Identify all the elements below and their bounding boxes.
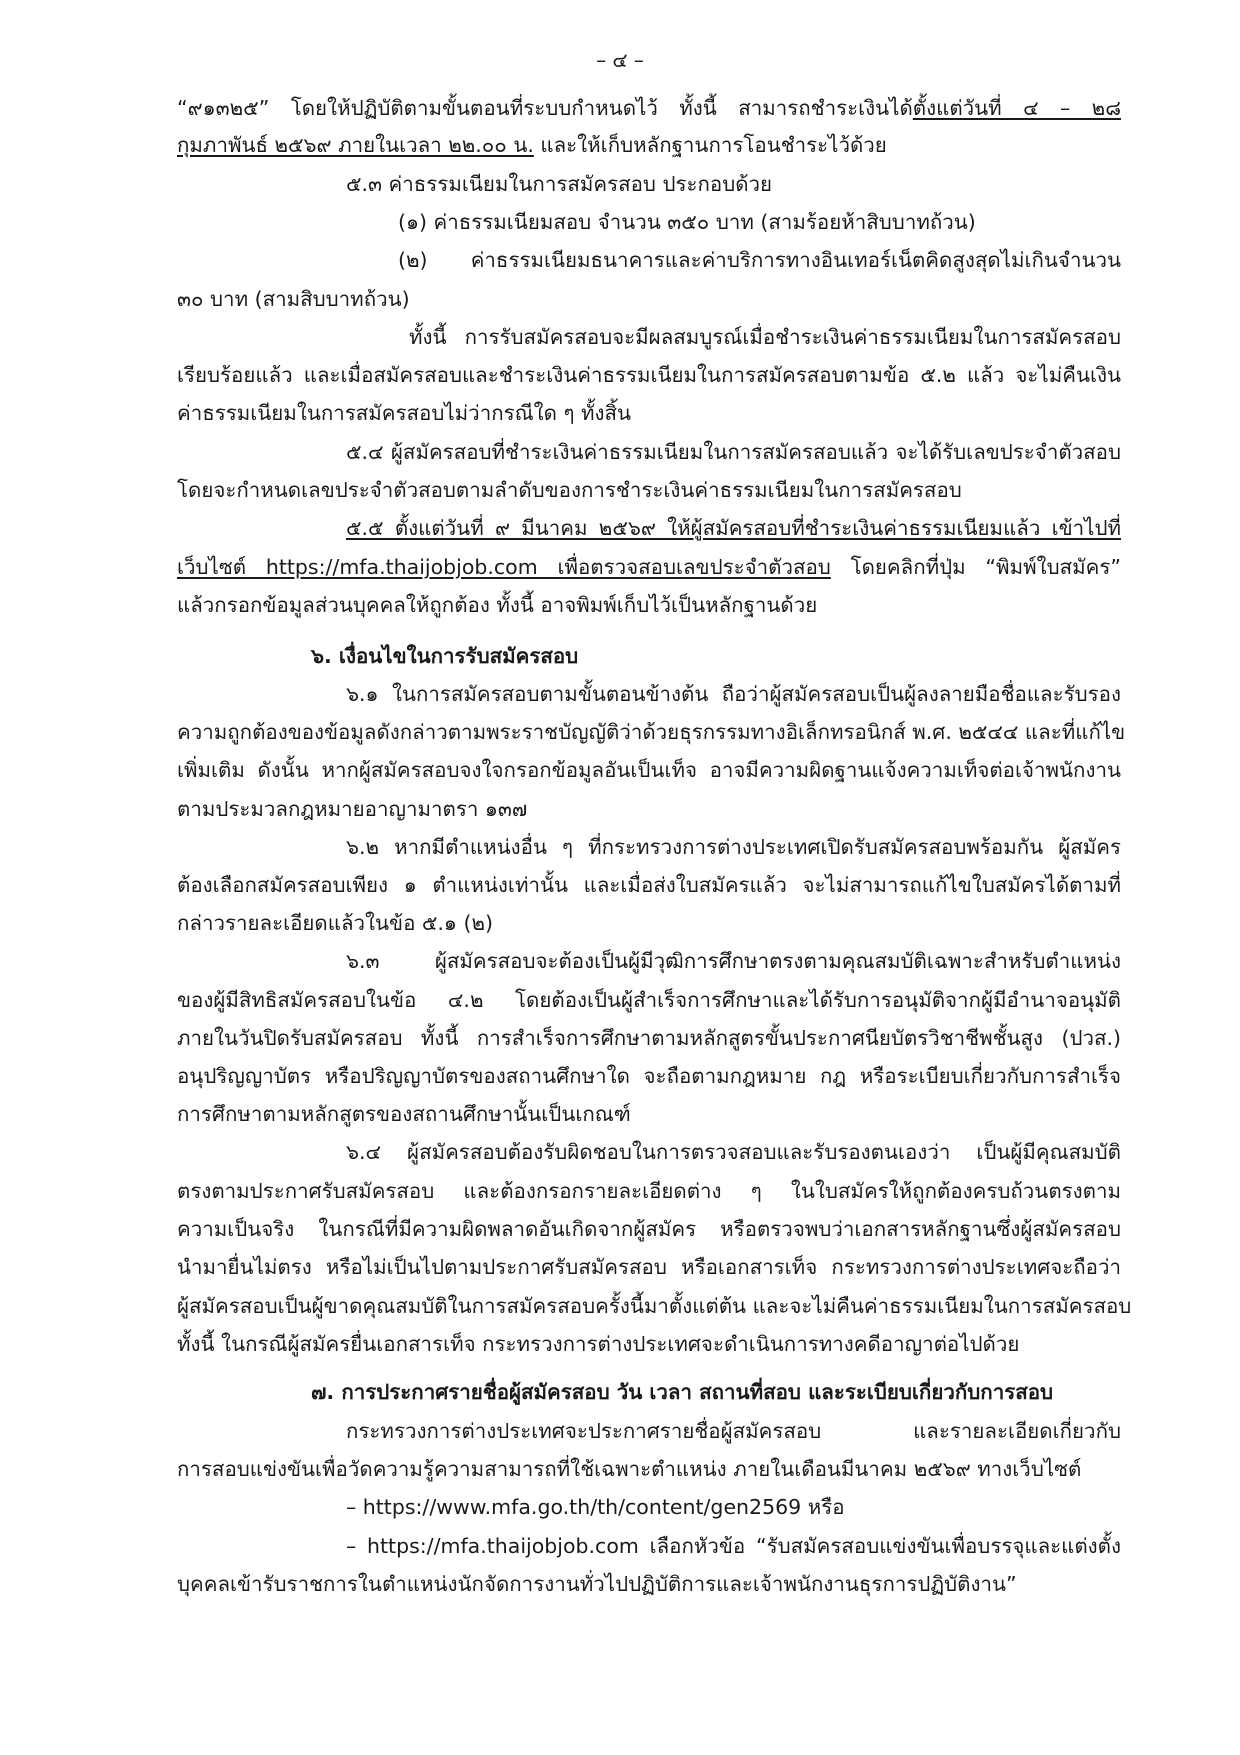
payment-period-line-2: กุมภาพันธ์ ๒๕๖๙ ภายในเวลา ๒๒.๐๐ น. และให้เก็บหลักฐานการโอนชำระไว้ด้วย <box>177 133 887 157</box>
fee-note-line-2: เรียบร้อยแล้ว และเมื่อสมัครสอบและชำระเงินค่าธรรมเนียมในการสมัครสอบตามข้อ ๕.๒ แล้ว จะไม่คืนเงิน <box>177 363 1121 387</box>
item-6-3-line-4: อนุปริญญาบัตร หรือปริญญาบัตรของสถานศึกษาใด จะถือตามกฎหมาย กฎ หรือระเบียบเกี่ยวกับการสำเร็จ <box>177 1064 1121 1088</box>
item-5-3-2-line-1: (๒) ค่าธรรมเนียมธนาคารและค่าบริการทางอินเทอร์เน็ตคิดสูงสุดไม่เกินจำนวน <box>398 248 1121 272</box>
item-6-3-line-2: ของผู้มีสิทธิสมัครสอบในข้อ ๔.๒ โดยต้องเป็นผู้สำเร็จการศึกษาและได้รับการอนุมัติจากผู้มีอำนาจอนุมัติ <box>177 988 1121 1012</box>
mfa-website-link[interactable]: – https://www.mfa.go.th/th/content/gen2569 หรือ <box>346 1495 845 1519</box>
item-5-5-line-3: แล้วกรอกข้อมูลส่วนบุคคลให้ถูกต้อง ทั้งนี้ อาจพิมพ์เก็บไว้เป็นหลักฐานด้วย <box>177 593 818 617</box>
item-6-3-line-1: ๖.๓ ผู้สมัครสอบจะต้องเป็นผู้มีวุฒิการศึกษาตรงตามคุณสมบัติเฉพาะสำหรับตำแหน่ง <box>346 949 1121 973</box>
item-6-2-line-1: ๖.๒ หากมีตำแหน่งอื่น ๆ ที่กระทรวงการต่างประเทศเปิดรับสมัครสอบพร้อมกัน ผู้สมัคร <box>346 835 1121 859</box>
item-5-3-1: (๑) ค่าธรรมเนียมสอบ จำนวน ๓๕๐ บาท (สามร้อยห้าสิบบาทถ้วน) <box>398 210 976 234</box>
section-7-heading: ๗. การประกาศรายชื่อผู้สมัครสอบ วัน เวลา สถานที่สอบ และระเบียบเกี่ยวกับการสอบ <box>311 1380 1054 1404</box>
thaijobjob-link-line-1[interactable]: – https://mfa.thaijobjob.com เลือกหัวข้อ “รับสมัครสอบแข่งขันเพื่อบรรจุและแต่งตั้ง <box>346 1534 1121 1558</box>
item-5-5-line-2: เว็บไซต์ https://mfa.thaijobjob.com เพื่อตรวจสอบเลขประจำตัวสอบ โดยคลิกที่ปุ่ม “พิมพ์ใบสมัคร” <box>177 555 1121 579</box>
item-6-2-line-3: กล่าวรายละเอียดแล้วในข้อ ๕.๑ (๒) <box>177 911 493 935</box>
item-6-3-line-5: การศึกษาตามหลักสูตรของสถานศึกษานั้นเป็นเกณฑ์ <box>177 1102 631 1126</box>
item-6-1-line-3: เพิ่มเติม ดังนั้น หากผู้สมัครสอบจงใจกรอกข้อมูลอันเป็นเท็จ อาจมีความผิดฐานแจ้งความเท็จต่อเจ้าพนักงาน <box>177 758 1121 782</box>
item-6-4-line-4: นำมายื่นไม่ตรง หรือไม่เป็นไปตามประกาศรับสมัครสอบ หรือเอกสารเท็จ กระทรวงการต่างประเทศจะถือว่า <box>177 1255 1121 1279</box>
item-6-4-line-1: ๖.๔ ผู้สมัครสอบต้องรับผิดชอบในการตรวจสอบและรับรองตนเองว่า เป็นผู้มีคุณสมบัติ <box>346 1140 1121 1164</box>
item-6-4-line-6: ทั้งนี้ ในกรณีผู้สมัครยื่นเอกสารเท็จ กระทรวงการต่างประเทศจะดำเนินการทางคดีอาญาต่อไปด้วย <box>177 1332 1020 1356</box>
thaijobjob-link-line-2: บุคคลเข้ารับราชการในตำแหน่งนักจัดการงานทั่วไปปฏิบัติการและเจ้าพนักงานธุรการปฏิบัติงาน” <box>177 1572 1017 1596</box>
item-6-4-line-2: ตรงตามประกาศรับสมัครสอบ และต้องกรอกรายละเอียดต่าง ๆ ในใบสมัครให้ถูกต้องครบถ้วนตรงตาม <box>177 1179 1121 1203</box>
item-5-3-2-line-2: ๓๐ บาท (สามสิบบาทถ้วน) <box>177 287 410 311</box>
payment-period-line-1: “๙๑๓๒๕” โดยให้ปฏิบัติตามขั้นตอนที่ระบบกำหนดไว้ ทั้งนี้ สามารถชำระเงินได้ตั้งแต่วันที่ ๔ – ๒๘ <box>177 96 1122 120</box>
item-5-5-line-1: ๕.๕ ตั้งแต่วันที่ ๙ มีนาคม ๒๕๖๙ ให้ผู้สมัครสอบที่ชำระเงินค่าธรรมเนียมแล้ว เข้าไปที่ <box>346 516 1121 540</box>
item-5-4-line-2: โดยจะกำหนดเลขประจำตัวสอบตามลำดับของการชำระเงินค่าธรรมเนียมในการสมัครสอบ <box>177 478 962 502</box>
fee-note-line-1: ทั้งนี้ การรับสมัครสอบจะมีผลสมบูรณ์เมื่อชำระเงินค่าธรรมเนียมในการสมัครสอบ <box>409 325 1121 349</box>
item-6-1-line-2: ความถูกต้องของข้อมูลดังกล่าวตามพระราชบัญญัติว่าด้วยธุรกรรมทางอิเล็กทรอนิกส์ พ.ศ. ๒๕๔๔ และที่แก้ไข <box>177 720 1126 744</box>
check-exam-id-link[interactable]: เว็บไซต์ https://mfa.thaijobjob.com เพื่อตรวจสอบเลขประจำตัวสอบ <box>177 555 831 579</box>
section-6-heading: ๖. เงื่อนไขในการรับสมัครสอบ <box>311 644 579 668</box>
announcement-line-2: การสอบแข่งขันเพื่อวัดความรู้ความสามารถที่ใช้เฉพาะตำแหน่ง ภายในเดือนมีนาคม ๒๕๖๙ ทางเว็บไซต์ <box>177 1457 1082 1481</box>
announcement-line-1: กระทรวงการต่างประเทศจะประกาศรายชื่อผู้สมัครสอบ และรายละเอียดเกี่ยวกับ <box>346 1419 1121 1443</box>
item-6-3-line-3: ภายในวันปิดรับสมัครสอบ ทั้งนี้ การสำเร็จการศึกษาตามหลักสูตรขั้นประกาศนียบัตรวิชาชีพชั้นสูง (ปวส.) <box>177 1026 1121 1050</box>
item-6-4-line-3: ความเป็นจริง ในกรณีที่มีความผิดพลาดอันเกิดจากผู้สมัคร หรือตรวจพบว่าเอกสารหลักฐานซึ่งผู้สมัครสอบ <box>177 1217 1121 1241</box>
item-5-3-heading: ๕.๓ ค่าธรรมเนียมในการสมัครสอบ ประกอบด้วย <box>346 172 773 196</box>
item-6-4-line-5: ผู้สมัครสอบเป็นผู้ขาดคุณสมบัติในการสมัครสอบครั้งนี้มาตั้งแต่ต้น และจะไม่คืนค่าธรรมเนียมในการสมัครสอบ <box>177 1294 1132 1318</box>
item-6-1-line-4: ตามประมวลกฎหมายอาญามาตรา ๑๓๗ <box>177 797 528 821</box>
fee-note-line-3: ค่าธรรมเนียมในการสมัครสอบไม่ว่ากรณีใด ๆ ทั้งสิ้น <box>177 401 632 425</box>
page-number: – ๔ – <box>596 48 644 72</box>
item-6-1-line-1: ๖.๑ ในการสมัครสอบตามขั้นตอนข้างต้น ถือว่าผู้สมัครสอบเป็นผู้ลงลายมือชื่อและรับรอง <box>346 682 1121 706</box>
item-6-2-line-2: ต้องเลือกสมัครสอบเพียง ๑ ตำแหน่งเท่านั้น และเมื่อส่งใบสมัครแล้ว จะไม่สามารถแก้ไขใบสมัครได้ตามที่ <box>177 873 1121 897</box>
item-5-4-line-1: ๕.๔ ผู้สมัครสอบที่ชำระเงินค่าธรรมเนียมในการสมัครสอบแล้ว จะได้รับเลขประจำตัวสอบ <box>346 440 1121 464</box>
